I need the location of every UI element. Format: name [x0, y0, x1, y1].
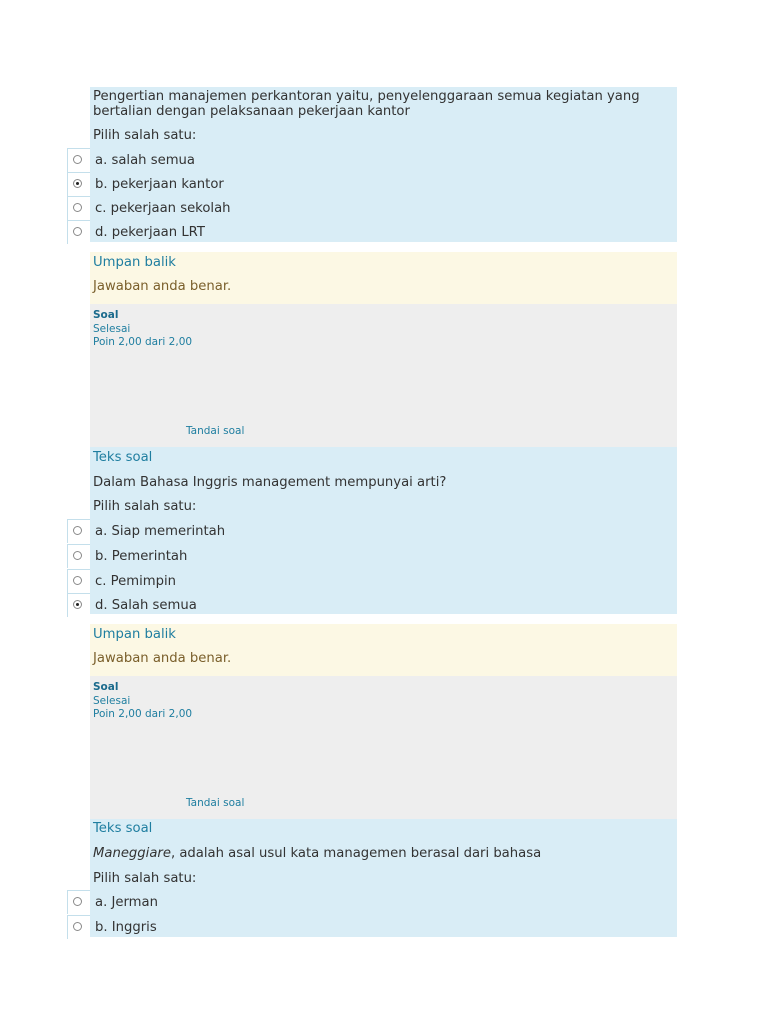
- question-3-text-rest: , adalah asal usul kata managemen berasal dari bahasa: [170, 846, 542, 861]
- option-label: d. Salah semua: [95, 598, 197, 613]
- option-label: a. salah semua: [95, 153, 195, 168]
- option-label: a. Siap memerintah: [95, 524, 226, 539]
- option-label: c. pekerjaan sekolah: [95, 201, 231, 216]
- option-label: a. Jerman: [95, 895, 158, 910]
- radio-button[interactable]: [73, 155, 82, 164]
- question-status: Selesai: [93, 695, 131, 707]
- question-3-info: [90, 676, 677, 819]
- question-3-text-italic: Maneggiare: [93, 846, 171, 861]
- question-info-title: Soal: [93, 309, 119, 321]
- question-1-option-a[interactable]: [67, 148, 677, 172]
- question-1-text: Pengertian manajemen perkantoran yaitu, penyelenggaraan semua kegiatan yang bertalian dengan pelaksanaan pekerjaan kantor: [93, 89, 640, 119]
- option-label: c. Pemimpin: [95, 574, 176, 589]
- question-1-option-b[interactable]: [67, 172, 677, 196]
- feedback-heading: Umpan balik: [93, 255, 176, 270]
- radio-button[interactable]: [73, 922, 82, 931]
- question-3-prompt: Pilih salah satu:: [93, 871, 197, 886]
- question-1-feedback: [90, 252, 677, 304]
- radio-button-selected[interactable]: [73, 179, 82, 188]
- radio-button-selected[interactable]: [73, 600, 82, 609]
- option-label: b. Inggris: [95, 920, 157, 935]
- question-3-option-b[interactable]: [67, 915, 677, 939]
- question-2-option-b[interactable]: [67, 544, 677, 568]
- question-status: Selesai: [93, 323, 131, 335]
- question-1-option-c[interactable]: [67, 196, 677, 220]
- feedback-heading: Umpan balik: [93, 627, 176, 642]
- question-1-prompt: Pilih salah satu:: [93, 128, 197, 143]
- question-2-option-a[interactable]: [67, 519, 677, 543]
- question-3-text: [93, 846, 541, 862]
- flag-question-link[interactable]: Tandai soal: [186, 797, 245, 809]
- question-1-option-d[interactable]: [67, 220, 677, 244]
- option-label: b. Pemerintah: [95, 549, 188, 564]
- question-points: Poin 2,00 dari 2,00: [93, 336, 193, 348]
- radio-button[interactable]: [73, 576, 82, 585]
- question-2-text: Dalam Bahasa Inggris management mempunyai arti?: [93, 475, 447, 490]
- flag-question-link[interactable]: Tandai soal: [186, 425, 245, 437]
- question-info-title: Soal: [93, 681, 119, 693]
- question-points: Poin 2,00 dari 2,00: [93, 708, 193, 720]
- radio-button[interactable]: [73, 526, 82, 535]
- radio-button[interactable]: [73, 897, 82, 906]
- question-2-option-d[interactable]: [67, 593, 677, 617]
- question-2-option-c[interactable]: [67, 569, 677, 593]
- question-3-option-a[interactable]: [67, 890, 677, 914]
- feedback-text: Jawaban anda benar.: [93, 279, 232, 294]
- option-label: d. pekerjaan LRT: [95, 225, 205, 240]
- question-text-heading: Teks soal: [93, 821, 153, 836]
- question-2-info: [90, 304, 677, 447]
- option-label: b. pekerjaan kantor: [95, 177, 224, 192]
- question-text-heading: Teks soal: [93, 450, 153, 465]
- radio-button[interactable]: [73, 227, 82, 236]
- radio-button[interactable]: [73, 203, 82, 212]
- question-2-feedback: [90, 624, 677, 676]
- feedback-text: Jawaban anda benar.: [93, 651, 232, 666]
- radio-button[interactable]: [73, 551, 82, 560]
- question-2-prompt: Pilih salah satu:: [93, 499, 197, 514]
